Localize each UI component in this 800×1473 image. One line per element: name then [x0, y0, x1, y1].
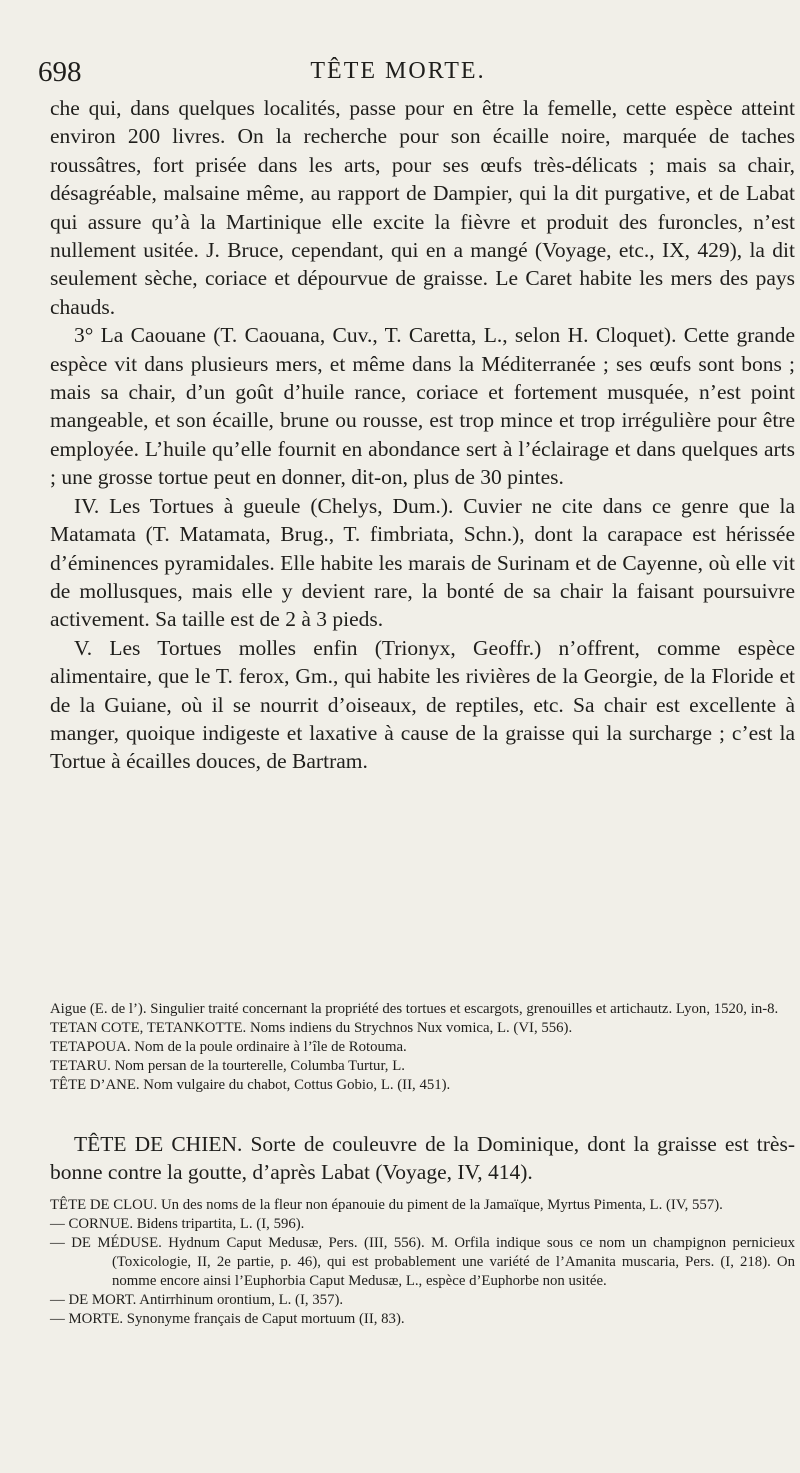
entry-de-mort: — DE MORT. Antirrhinum orontium, L. (I, 357).	[50, 1292, 344, 1308]
entry-tetan-cote: TETAN COTE, TETANKOTTE. Noms indiens du Strychnos Nux vomica, L. (VI, 556).	[50, 1020, 573, 1036]
entry-morte: — MORTE. Synonyme français de Caput mortuum (II, 83).	[50, 1311, 405, 1327]
paragraph-tortues-molles: V. Les Tortues molles enfin (Trionyx, Geoffr.) n’offrent, comme espèce alimentaire, que le T. ferox, Gm., qui habite les rivières de la Georgie, de la Floride et de la Guiane, où il se nourrit d’oiseaux, de reptiles, etc. Sa chair est excellente à manger, quoique indigeste et laxative à cause de la graisse qui la surcharge ; c’est la Tortue à écailles douces, de Bartram.	[50, 635, 795, 774]
entry-aigue: Aigue (E. de l’). Singulier traité concernant la propriété des tortues et escargots, grenouilles et artichautz. Lyon, 1520, in-8.	[50, 1001, 779, 1017]
paragraph-tete-de-chien: TÊTE DE CHIEN. Sorte de couleuvre de la Dominique, dont la graisse est très-bonne contre la goutte, d’après Labat (Voyage, IV, 414).	[50, 1132, 795, 1185]
page-header	[38, 56, 758, 96]
entry-cornue: — CORNUE. Bidens tripartita, L. (I, 596).	[50, 1216, 305, 1232]
paragraph-caret: che qui, dans quelques localités, passe pour en être la femelle, cette espèce atteint environ 200 livres. On la recherche pour son écaille noire, marquée de taches roussâtres, fort prisée dans les arts, pour ses œufs très-délicats ; mais sa chair, désagréable, malsaine même, au rapport de Dampier, qui la dit purgative, et de Labat qui assure qu’à la Martinique elle excite la fièvre et produit des furoncles, n’est nullement usitée. J. Bruce, cependant, qui en a mangé (Voyage, etc., IX, 429), la dit seulement sèche, coriace et dépourvue de graisse. Le Caret habite les mers des pays chauds.	[50, 96, 795, 319]
paragraph-tortues-a-gueule: IV. Les Tortues à gueule (Chelys, Dum.). Cuvier ne cite dans ce genre que la Matamata (T. Matamata, Brug., T. fimbriata, Schn.), dont la carapace est hérissée d’éminences pyramidales. Elle habite les marais de Surinam et de Cayenne, où elle vit de mollusques, mais elle y devient rare, la bonté de sa chair la faisant poursuivre activement. Sa taille est de 2 à 3 pieds.	[50, 493, 795, 632]
paragraph-caouane: 3° La Caouane (T. Caouana, Cuv., T. Caretta, L., selon H. Cloquet). Cette grande espèce vit dans plusieurs mers, et même dans la Méditerranée ; ses œufs sont bons ; mais sa chair, d’un goût d’huile rance, coriace et fortement musquée, n’est point mangeable, et son écaille, brune ou rousse, est trop mince et trop irrégulière pour être employée. L’huile qu’elle fournit en abondance sert à l’éclairage et dans quelques arts ; une grosse tortue peut en donner, dit-on, plus de 30 pintes.	[50, 323, 795, 490]
page-number: 698	[38, 56, 82, 88]
small-entries-2	[50, 1196, 795, 1329]
main-text	[50, 94, 795, 776]
entry-tetaru: TETARU. Nom persan de la tourterelle, Columba Turtur, L.	[50, 1058, 405, 1074]
running-title: TÊTE MORTE.	[310, 58, 486, 84]
entry-tetapoua: TETAPOUA. Nom de la poule ordinaire à l’île de Rotouma.	[50, 1039, 407, 1055]
entry-tete-de-clou: TÊTE DE CLOU. Un des noms de la fleur non épanouie du piment de la Jamaïque, Myrtus Pimenta, L. (IV, 557).	[50, 1197, 723, 1213]
small-entries	[50, 1000, 795, 1095]
entry-tete-d-ane: TÊTE D’ANE. Nom vulgaire du chabot, Cottus Gobio, L. (II, 451).	[50, 1077, 451, 1093]
entry-de-meduse: — DE MÉDUSE. Hydnum Caput Medusæ, Pers. (III, 556). M. Orfila indique sous ce nom un champignon pernicieux (Toxicologie, II, 2e partie, p. 46), qui est probablement une variété de l’Amanita muscaria, Pers. (I, 218). On nomme encore ainsi l’Euphorbia Caput Medusæ, L., espèce d’Euphorbe non usitée.	[50, 1235, 795, 1289]
entry-tete-de-chien	[50, 1130, 795, 1187]
